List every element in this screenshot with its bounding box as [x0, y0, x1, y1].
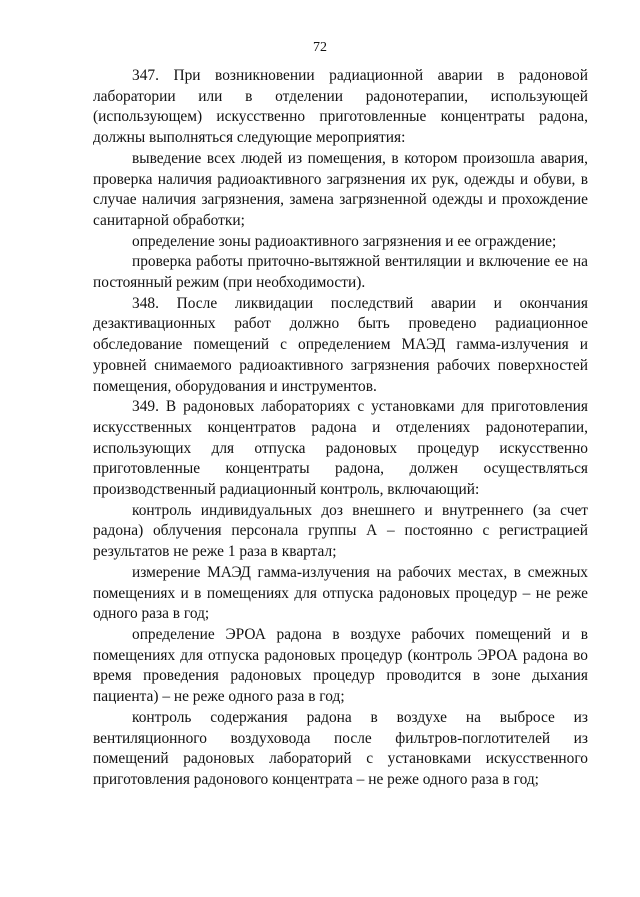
paragraph-ventilation-measure: проверка работы приточно-вытяжной вентиляции и включение ее на постоянный режим (при необходимости). — [93, 253, 588, 292]
paragraph-gamma-measurement-item: измерение МАЭД гамма-излучения на рабочих местах, в смежных помещениях и в помещениях для отпуска радоновых процедур – не реже одного раза в год; — [93, 563, 588, 623]
paragraph-eroa-item: определение ЭРОА радона в воздухе рабочих помещений и в помещениях для отпуска радоновых процедур (контроль ЭРОА радона во время проведения радоновых процедур проводится в зоне дыхания пациента) – не реже одного раза в год; — [93, 625, 588, 706]
page-number: 72 — [313, 40, 327, 55]
paragraph-contamination-zone-measure: определение зоны радиоактивного загрязнения и ее ограждение; — [132, 232, 557, 250]
paragraph-radon-emission-item: контроль содержания радона в воздухе на выбросе из вентиляционного воздуховода после фильтров-поглотителей из помещений радоновых лабораторий с установками искусственного приготовления радонового концентрата – не реже одного раза в год; — [93, 708, 588, 788]
paragraph-347-intro: 347. При возникновении радиационной аварии в радоновой лаборатории или в отделении радонотерапии, использующей (использующем) искусственно приготовленные концентраты радона, должны выполняться следующие мероприятия: — [93, 67, 588, 147]
paragraph-348: 348. После ликвидации последствий аварии и окончания дезактивационных работ должно быть проведено радиационное обследование помещений с определением МАЭД гамма-излучения и уровней снимаемого радиоактивного загрязнения рабочих поверхностей помещения, оборудования и инструментов. — [93, 294, 588, 395]
paragraph-349-intro: 349. В радоновых лабораториях с установками для приготовления искусственных концентратов радона и отделениях радонотерапии, использующих для отпуска радоновых процедур искусственно приготовленные концентраты радона, должен осуществляться производственный радиационный контроль, включающий: — [93, 398, 588, 499]
paragraph-dose-control-item: контроль индивидуальных доз внешнего и внутреннего (за счет радона) облучения персонала группы А – постоянно с регистрацией результатов не реже 1 раза в квартал; — [93, 501, 588, 561]
paragraph-evacuation-measure: выведение всех людей из помещения, в котором произошла авария, проверка наличия радиоактивного загрязнения их рук, одежды и обуви, в случае наличия загрязнения, замена загрязненной одежды и прохождение санитарной обработки; — [93, 149, 588, 229]
document-body — [93, 66, 588, 791]
